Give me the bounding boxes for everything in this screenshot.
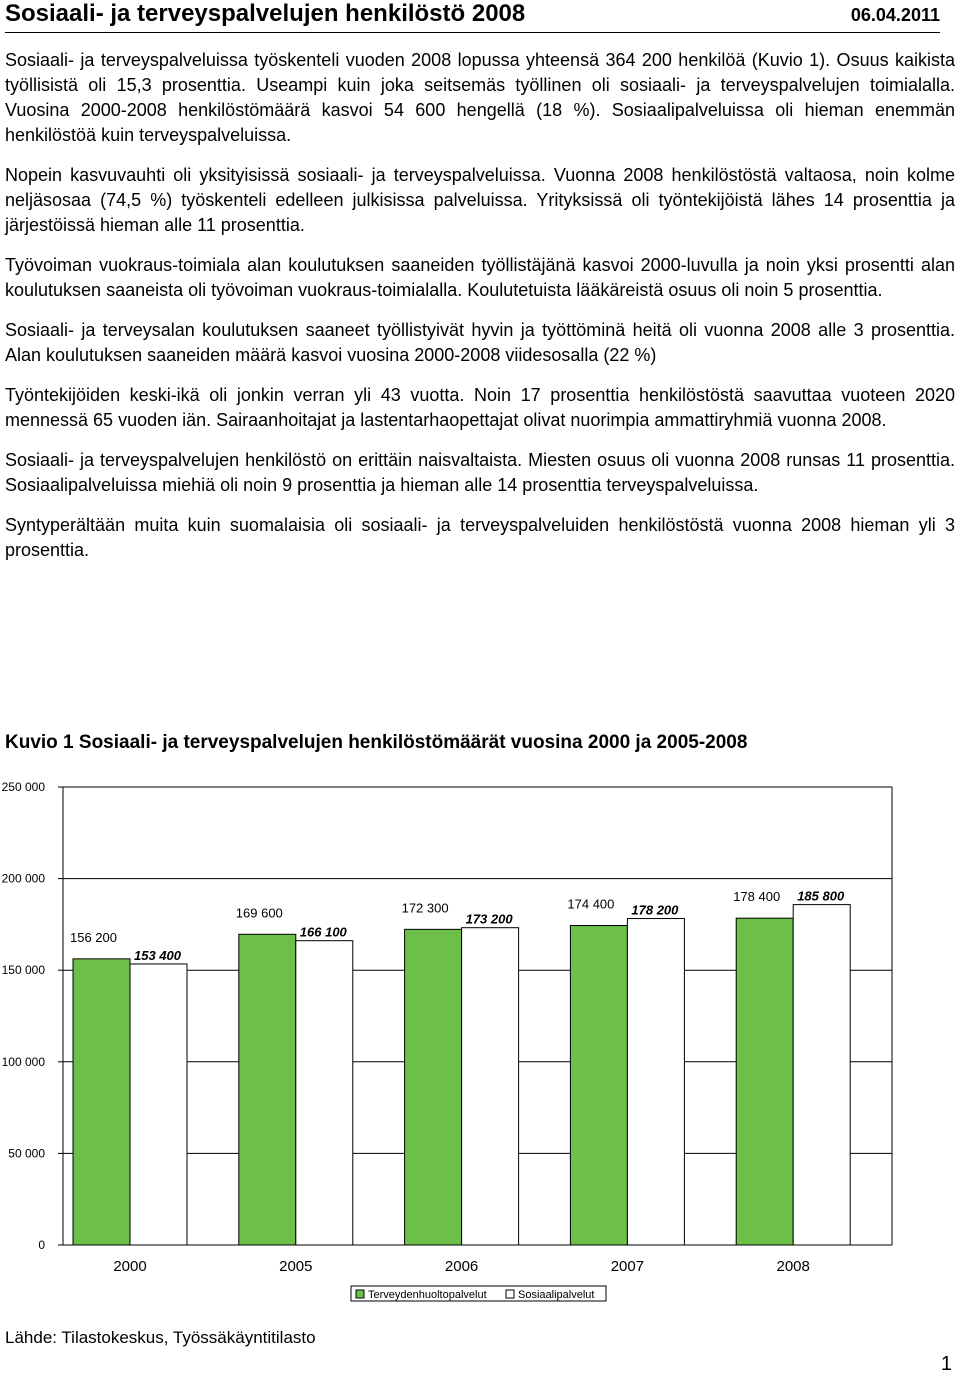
bar-terveydenhuolto-2008: [736, 918, 793, 1245]
bar-terveydenhuolto-2000: [73, 959, 130, 1245]
legend-label-sosiaali: Sosiaalipalvelut: [518, 1289, 595, 1301]
paragraph-7: Syntyperältään muita kuin suomalaisia oli sosiaali- ja terveyspalveluiden henkilöstöstä vuonna 2008 hieman yli 3 prosenttia.: [5, 515, 955, 560]
x-tick-label-2007: 2007: [610, 1258, 645, 1275]
data-label-sosiaali-2007: 178 200: [631, 902, 679, 918]
x-tick-label-2005: 2005: [279, 1258, 313, 1275]
y-tick-label-5: 250 000: [1, 780, 45, 794]
data-label-terveydenhuolto-2008: 178 400: [733, 889, 781, 905]
paragraph-5: Työntekijöiden keski-ikä oli jonkin verran yli 43 vuotta. Noin 17 prosenttia henkilöstöstä saavuttaa vuoteen 2020 mennessä 65 vuoden iän. Sairaanhoitajat ja lastentarhaopettajat olivat nuorimpia ammattiryhmiä vuonna 2008.: [5, 385, 955, 430]
legend-swatch-terveydenhuolto: [356, 1290, 364, 1298]
data-label-sosiaali-2000: 153 400: [134, 947, 181, 963]
bar-terveydenhuolto-2005: [239, 934, 296, 1245]
y-tick-label-0: 0: [38, 1238, 45, 1252]
x-tick-label-2006: 2006: [444, 1258, 479, 1275]
body-text: [5, 48, 955, 578]
bar-terveydenhuolto-2007: [570, 925, 627, 1245]
bar-terveydenhuolto-2006: [405, 929, 462, 1245]
data-label-sosiaali-2006: 173 200: [465, 911, 513, 927]
page-title: Sosiaali- ja terveyspalvelujen henkilöstö 2008: [5, 0, 526, 27]
publication-date: 06.04.2011: [850, 5, 940, 25]
paragraph-3: Työvoiman vuokraus-toimiala alan koulutuksen saaneiden työllistäjänä kasvoi 2000-luvulla ja noin yksi prosentti alan koulutuksen saaneista oli työvoiman vuokraus-toimialalla. Koulutetuista lääkäreistä osuus oli noin 5 prosenttia.: [5, 255, 955, 300]
bar-chart: [0, 770, 960, 1315]
data-label-sosiaali-2008: 185 800: [797, 888, 845, 904]
y-tick-label-4: 200 000: [1, 871, 45, 886]
x-tick-label-2000: 2000: [113, 1258, 147, 1275]
paragraph-1: Sosiaali- ja terveyspalveluissa työskenteli vuoden 2008 lopussa yhteensä 364 200 henkilöä (Kuvio 1). Osuus kaikista työllisistä oli 15,3 prosenttia. Useampi kuin joka seitsemäs työllinen oli sosiaali- ja terveyspalvelujen toimialalla. Vuosina 2000-2008 henkilöstömäärä kasvoi 54 600 hengellä (18 %). Sosiaalipalveluissa oli hieman enemmän henkilöstöä kuin terveyspalveluissa.: [5, 50, 955, 145]
data-label-terveydenhuolto-2006: 172 300: [401, 900, 449, 916]
y-tick-label-2: 100 000: [1, 1054, 45, 1069]
paragraph-2: Nopein kasvuvauhti oli yksityisissä sosiaali- ja terveyspalveluissa. Vuonna 2008 henkilöstöstä valtaosa, noin kolme neljäsosaa (74,5 %) työskenteli edelleen julkisissa palveluissa. Yrityksissä oli työntekijöistä lähes 14 prosenttia ja järjestöissä hieman alle 11 prosenttia.: [5, 165, 955, 235]
data-label-sosiaali-2005: 166 100: [299, 924, 347, 940]
x-tick-label-2008: 2008: [776, 1258, 810, 1275]
bar-sosiaali-2007: [627, 919, 684, 1245]
paragraph-4: Sosiaali- ja terveysalan koulutuksen saaneet työllistyivät hyvin ja työttöminä heitä oli vuonna 2008 alle 3 prosenttia. Alan koulutuksen saaneiden määrä kasvoi vuosina 2000-2008 viidesosalla (22 %): [5, 320, 955, 365]
y-tick-label-3: 150 000: [1, 963, 45, 978]
page-number: 1: [940, 1353, 952, 1375]
bar-sosiaali-2008: [793, 905, 850, 1245]
bar-sosiaali-2000: [130, 964, 187, 1245]
figure-title: Kuvio 1 Sosiaali- ja terveyspalvelujen henkilöstömäärät vuosina 2000 ja 2005-2008: [5, 732, 748, 753]
legend-label-terveydenhuolto: Terveydenhuoltopalvelut: [368, 1289, 487, 1301]
y-tick-label-1: 50 000: [8, 1146, 45, 1161]
data-label-terveydenhuolto-2005: 169 600: [235, 905, 283, 921]
data-label-terveydenhuolto-2007: 174 400: [567, 896, 615, 912]
bar-sosiaali-2006: [462, 928, 519, 1245]
data-label-terveydenhuolto-2000: 156 200: [70, 929, 117, 945]
source-note: Lähde: Tilastokeskus, Työssäkäyntitilasto: [5, 1328, 316, 1347]
page-header: [5, 0, 940, 33]
legend-swatch-sosiaali: [506, 1290, 514, 1298]
paragraph-6: Sosiaali- ja terveyspalvelujen henkilöstö on erittäin naisvaltaista. Miesten osuus oli vuonna 2008 runsas 11 prosenttia. Sosiaalipalveluissa miehiä oli noin 9 prosenttia ja hieman alle 14 prosenttia terveyspalveluissa.: [5, 450, 955, 495]
bar-sosiaali-2005: [296, 941, 353, 1245]
